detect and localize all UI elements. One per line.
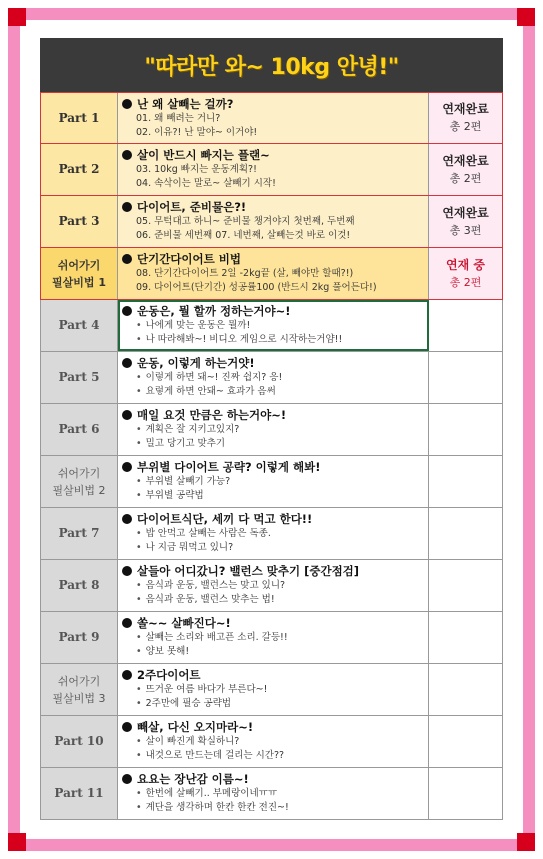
- row-content: [118, 352, 429, 403]
- table-row: [40, 352, 503, 404]
- sub-line: • 한번에 살빼기.. 부메랑이네ㅠㅠ: [122, 787, 424, 801]
- table-row: [40, 92, 503, 144]
- sub-line: 08. 단기간다이어트 2일 -2kg끝 (살, 빼야만 할때?!): [136, 268, 354, 279]
- bullet-icon: [122, 99, 132, 109]
- sub-line: 09. 다이어트(단기간) 성공률100 (반드시 2kg 풀어든다!): [136, 282, 377, 293]
- heading-text: 2주다이어트: [137, 668, 201, 682]
- page-title: "따라만 와~ 10kg 안녕!": [144, 54, 399, 80]
- part-label-line2: 필살비법 1: [52, 275, 106, 289]
- part-label: Part 3: [41, 196, 118, 247]
- row-content: [118, 196, 429, 247]
- heading-text: 단기간다이어트 비법: [137, 252, 241, 266]
- sub-line: • 음식과 운동, 밸런스 맞추는 법!: [122, 593, 424, 607]
- row-content: [118, 456, 429, 507]
- row-heading: [122, 407, 424, 423]
- row-content: [118, 560, 429, 611]
- status-cell: [429, 456, 502, 507]
- corner-mark-bottom-left: [8, 833, 26, 851]
- corner-mark-top-left: [8, 8, 26, 26]
- part-label: Part 2: [41, 144, 118, 195]
- heading-text: 운동, 이렇게 하는거얏!: [137, 356, 255, 370]
- status-cell: [429, 404, 502, 455]
- sub-line: • 양보 못해!: [122, 645, 424, 659]
- part-label: Part 5: [41, 352, 118, 403]
- part-label-line1: 쉬어가기: [57, 258, 101, 272]
- row-content: [118, 93, 429, 143]
- row-heading: [122, 771, 424, 787]
- heading-text: 빼살, 다신 오지마라~!: [137, 720, 254, 734]
- bullet-icon: [122, 410, 132, 420]
- episode-count: 총 3편: [449, 223, 482, 237]
- status-cell: [429, 508, 502, 559]
- sub-line: 01. 왜 빼려는 거니?: [136, 113, 221, 124]
- row-content: [118, 716, 429, 767]
- bullet-icon: [122, 670, 132, 680]
- row-heading: [122, 667, 424, 683]
- part-label-line1: 쉬어가기: [57, 674, 101, 688]
- sub-line: • 요렇게 하면 안돼~ 효과가 음써: [122, 385, 424, 399]
- title-bar: [40, 38, 503, 92]
- table-row: [40, 716, 503, 768]
- row-content[interactable]: [118, 300, 429, 351]
- row-heading: [122, 615, 424, 631]
- sub-line: • 뜨거운 여름 바다가 부른다~!: [122, 683, 424, 697]
- status-cell: [429, 93, 502, 143]
- part-label: Part 10: [41, 716, 118, 767]
- curriculum-table: [40, 38, 503, 820]
- sub-line: • 나 따라해봐~! 비디오 게임으로 시작하는거얌!!: [122, 333, 424, 347]
- sub-line: • 나에게 맞는 운동은 뭘까!: [122, 319, 424, 333]
- heading-text: 다이어트식단, 세끼 다 먹고 한다!!: [137, 512, 313, 526]
- bullet-icon: [122, 306, 132, 316]
- row-heading: [122, 511, 424, 527]
- table-row: [40, 508, 503, 560]
- heading-text: 살이 반드시 빠지는 플랜~: [137, 148, 270, 162]
- sub-line: • 내것으로 만드는데 걸리는 시간??: [122, 749, 424, 763]
- heading-text: 살들아 어디갔니? 밸런스 맞추기 [중간점검]: [137, 564, 360, 578]
- table-row: [40, 144, 503, 196]
- row-content: [118, 144, 429, 195]
- row-content: [118, 768, 429, 819]
- sub-line: 04. 속삭이는 말로~ 살빼기 시작!: [136, 178, 276, 189]
- sub-line: 03. 10kg 빠지는 운동계획?!: [136, 164, 257, 175]
- status-cell: [429, 768, 502, 819]
- bullet-icon: [122, 202, 132, 212]
- sub-line: • 부위별 살빼기 가능?: [122, 475, 424, 489]
- row-heading: [122, 251, 424, 267]
- bullet-icon: [122, 514, 132, 524]
- sub-line: 06. 준비물 세번째 07. 네번째, 살빼는것 바로 이것!: [136, 230, 351, 241]
- heading-text: 쏠~~ 살빠진다~!: [137, 616, 231, 630]
- status-cell: [429, 196, 502, 247]
- episode-count: 총 2편: [449, 275, 482, 289]
- bullet-icon: [122, 566, 132, 576]
- row-heading: [122, 563, 424, 579]
- heading-text: 운동은, 뭘 할까 정하는거야~!: [137, 304, 291, 318]
- row-heading: [122, 355, 424, 371]
- sub-line: • 계단을 생각하며 한칸 한칸 전진~!: [122, 801, 424, 815]
- row-heading: [122, 199, 424, 215]
- status-cell: [429, 144, 502, 195]
- sub-line: • 밥 안먹고 살빼는 사람은 독종.: [122, 527, 424, 541]
- bullet-icon: [122, 150, 132, 160]
- row-heading: [122, 303, 424, 319]
- status-badge: 연재완료: [442, 153, 489, 168]
- status-cell: [429, 612, 502, 663]
- table-row: [40, 300, 503, 352]
- row-content: [118, 404, 429, 455]
- table-row: [40, 768, 503, 820]
- heading-text: 매일 요것 만큼은 하는거야~!: [137, 408, 287, 422]
- status-badge: 연재완료: [442, 102, 489, 116]
- heading-text: 요요는 장난감 이름~!: [137, 772, 249, 786]
- status-cell: [429, 716, 502, 767]
- part-label: Part 8: [41, 560, 118, 611]
- status-cell: [429, 560, 502, 611]
- part-label: Part 11: [41, 768, 118, 819]
- heading-text: 부위별 다이어트 공략? 이렇게 해봐!: [137, 460, 321, 474]
- status-cell: [429, 248, 502, 299]
- table-row: [40, 560, 503, 612]
- corner-mark-top-right: [517, 8, 535, 26]
- bullet-icon: [122, 254, 132, 264]
- sub-line: 02. 이유?! 난 말야~ 이거야!: [136, 127, 258, 138]
- sub-line: • 2주만에 필승 공략법: [122, 697, 424, 711]
- table-row: [40, 196, 503, 248]
- part-label: Part 1: [41, 93, 118, 143]
- row-content: [118, 248, 429, 299]
- row-content: [118, 664, 429, 715]
- part-label: [41, 248, 118, 299]
- table-row: [40, 248, 503, 300]
- status-cell: [429, 352, 502, 403]
- row-heading: [122, 459, 424, 475]
- part-label-line2: 필살비법 2: [52, 483, 106, 497]
- corner-mark-bottom-right: [517, 833, 535, 851]
- sub-line: • 이렇게 하면 돼~! 진짜 쉽지? 응!: [122, 371, 424, 385]
- row-content: [118, 508, 429, 559]
- status-badge: 연재완료: [442, 205, 489, 220]
- part-label: Part 9: [41, 612, 118, 663]
- part-label: [41, 456, 118, 507]
- sub-line: • 밀고 당기고 맞추기: [122, 437, 424, 451]
- row-content: [118, 612, 429, 663]
- table-row: [40, 404, 503, 456]
- status-badge: 연재 중: [446, 257, 485, 272]
- sub-line: • 음식과 운동, 밸런스는 맞고 있니?: [122, 579, 424, 593]
- table-row: [40, 456, 503, 508]
- heading-text: 난 왜 살빼는 걸까?: [137, 97, 234, 111]
- sub-line: • 나 지금 뭐먹고 있니?: [122, 541, 424, 555]
- row-heading: [122, 147, 424, 163]
- row-heading: [122, 719, 424, 735]
- heading-text: 다이어트, 준비물은?!: [137, 200, 247, 214]
- bullet-icon: [122, 618, 132, 628]
- part-label: Part 4: [41, 300, 118, 351]
- bullet-icon: [122, 358, 132, 368]
- bullet-icon: [122, 774, 132, 784]
- episode-count: 총 2편: [449, 120, 482, 133]
- sub-line: 05. 무턱대고 하니~ 준비물 챙겨야지 첫번째, 두번째: [136, 216, 355, 227]
- bullet-icon: [122, 462, 132, 472]
- table-row: [40, 664, 503, 716]
- episode-count: 총 2편: [449, 171, 482, 185]
- sub-line: • 살빼는 소리와 배고픈 소리. 갈등!!: [122, 631, 424, 645]
- part-label: Part 7: [41, 508, 118, 559]
- part-label: [41, 664, 118, 715]
- status-cell: [429, 664, 502, 715]
- part-label: Part 6: [41, 404, 118, 455]
- status-cell: [429, 300, 502, 351]
- sub-line: • 살이 빠진게 확실하니?: [122, 735, 424, 749]
- row-heading: [122, 96, 424, 112]
- sub-line: • 계획은 잘 지키고있지?: [122, 423, 424, 437]
- table-row: [40, 612, 503, 664]
- sub-line: • 부위별 공략법: [122, 489, 424, 503]
- part-label-line1: 쉬어가기: [57, 466, 101, 480]
- part-label-line2: 필살비법 3: [52, 691, 106, 705]
- bullet-icon: [122, 722, 132, 732]
